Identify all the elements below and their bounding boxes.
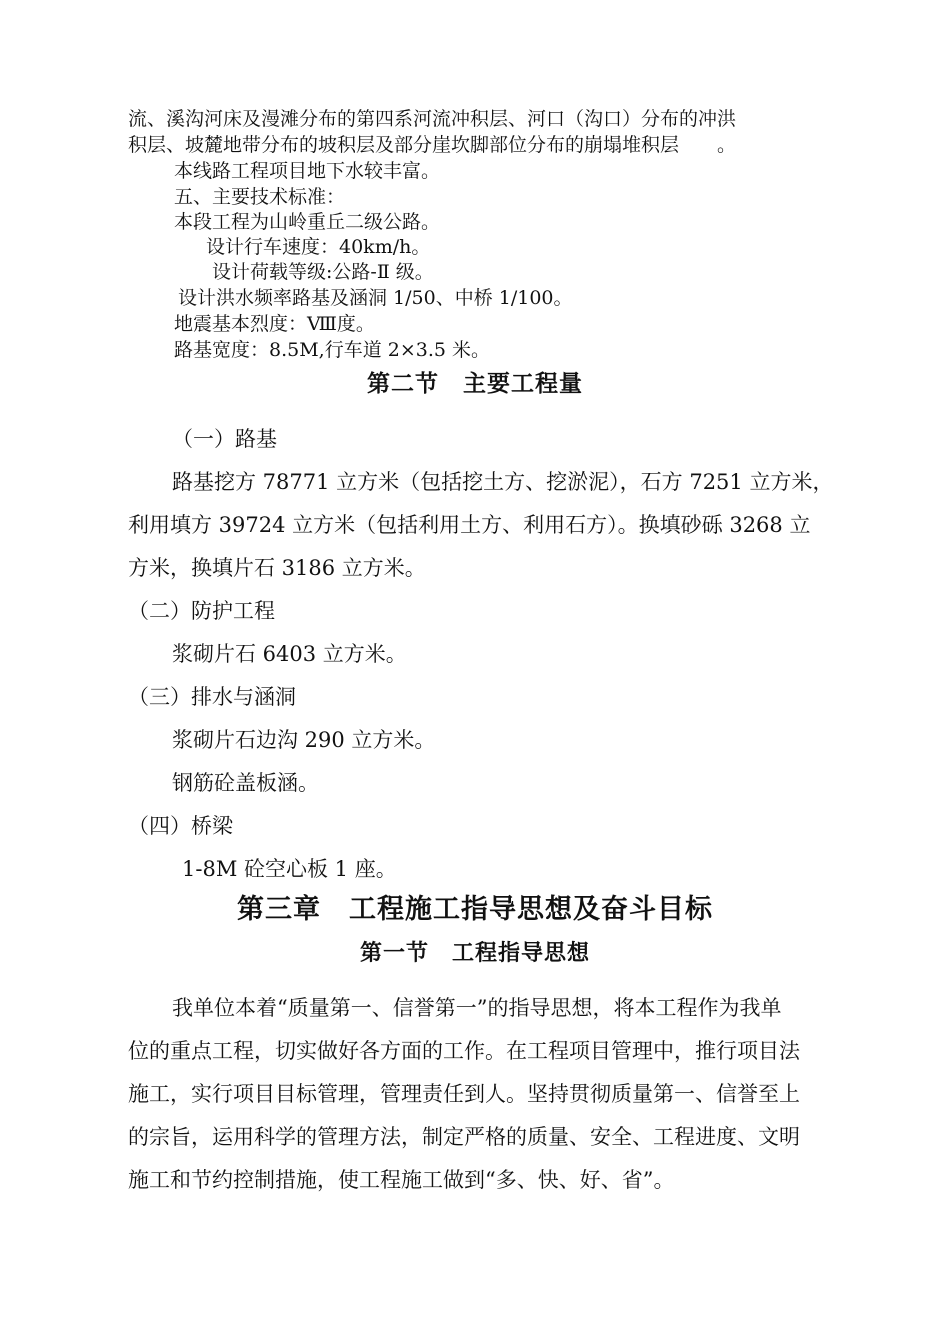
bridge-heading: （四）桥梁 (128, 814, 233, 838)
roadbed-heading: （一）路基 (172, 427, 277, 451)
bridge-line: 1-8M 砼空心板 1 座。 (182, 857, 397, 881)
chapter-3-title: 第三章 工程施工指导思想及奋斗目标 (237, 894, 713, 925)
drainage-heading: （三）排水与涵洞 (128, 685, 296, 709)
standards-speed: 设计行车速度：40km/h。 (206, 236, 431, 258)
standards-seismic: 地震基本烈度：Ⅷ度。 (174, 313, 375, 335)
standards-flood: 设计洪水频率路基及涵洞 1/50、中桥 1/100。 (178, 287, 573, 309)
protection-heading: （二）防护工程 (128, 599, 275, 623)
roadbed-line-2: 利用填方 39724 立方米（包括利用土方、利用石方）。换填砂砾 3268 立 (128, 513, 811, 537)
guiding-para-line-3: 施工，实行项目目标管理，管理责任到人。坚持贯彻质量第一、信誉至上 (128, 1082, 800, 1106)
standards-width: 路基宽度：8.5M,行车道 2×3.5 米。 (174, 339, 491, 361)
protection-line: 浆砌片石 6403 立方米。 (172, 642, 407, 666)
guiding-para-line-1: 我单位本着“质量第一、信誉第一”的指导思想，将本工程作为我单 (172, 996, 782, 1020)
standards-grade: 本段工程为山岭重丘二级公路。 (174, 211, 441, 233)
roadbed-line-3: 方米，换填片石 3186 立方米。 (128, 556, 426, 580)
intro-line-3: 本线路工程项目地下水较丰富。 (174, 160, 441, 182)
drainage-line-2: 钢筋砼盖板涵。 (172, 771, 319, 795)
guiding-para-line-5: 施工和节约控制措施，使工程施工做到“多、快、好、省”。 (128, 1168, 675, 1192)
section-2-title: 第二节 主要工程量 (367, 371, 583, 397)
standards-load: 设计荷载等级:公路-Ⅱ 级。 (212, 261, 434, 283)
intro-line-1: 流、溪沟河床及漫滩分布的第四系河流冲积层、河口（沟口）分布的冲洪 (128, 108, 737, 130)
intro-line-2: 积层、坡麓地带分布的坡积层及部分崖坎脚部位分布的崩塌堆积层 。 (128, 134, 737, 156)
guiding-para-line-4: 的宗旨，运用科学的管理方法，制定严格的质量、安全、工程进度、文明 (128, 1125, 800, 1149)
drainage-line-1: 浆砌片石边沟 290 立方米。 (172, 728, 436, 752)
standards-heading: 五、主要技术标准： (174, 186, 346, 208)
guiding-para-line-2: 位的重点工程，切实做好各方面的工作。在工程项目管理中，推行项目法 (128, 1039, 800, 1063)
roadbed-line-1: 路基挖方 78771 立方米（包括挖土方、挖淤泥），石方 7251 立方米， (172, 470, 834, 494)
chapter-3-section-1-title: 第一节 工程指导思想 (359, 941, 590, 966)
